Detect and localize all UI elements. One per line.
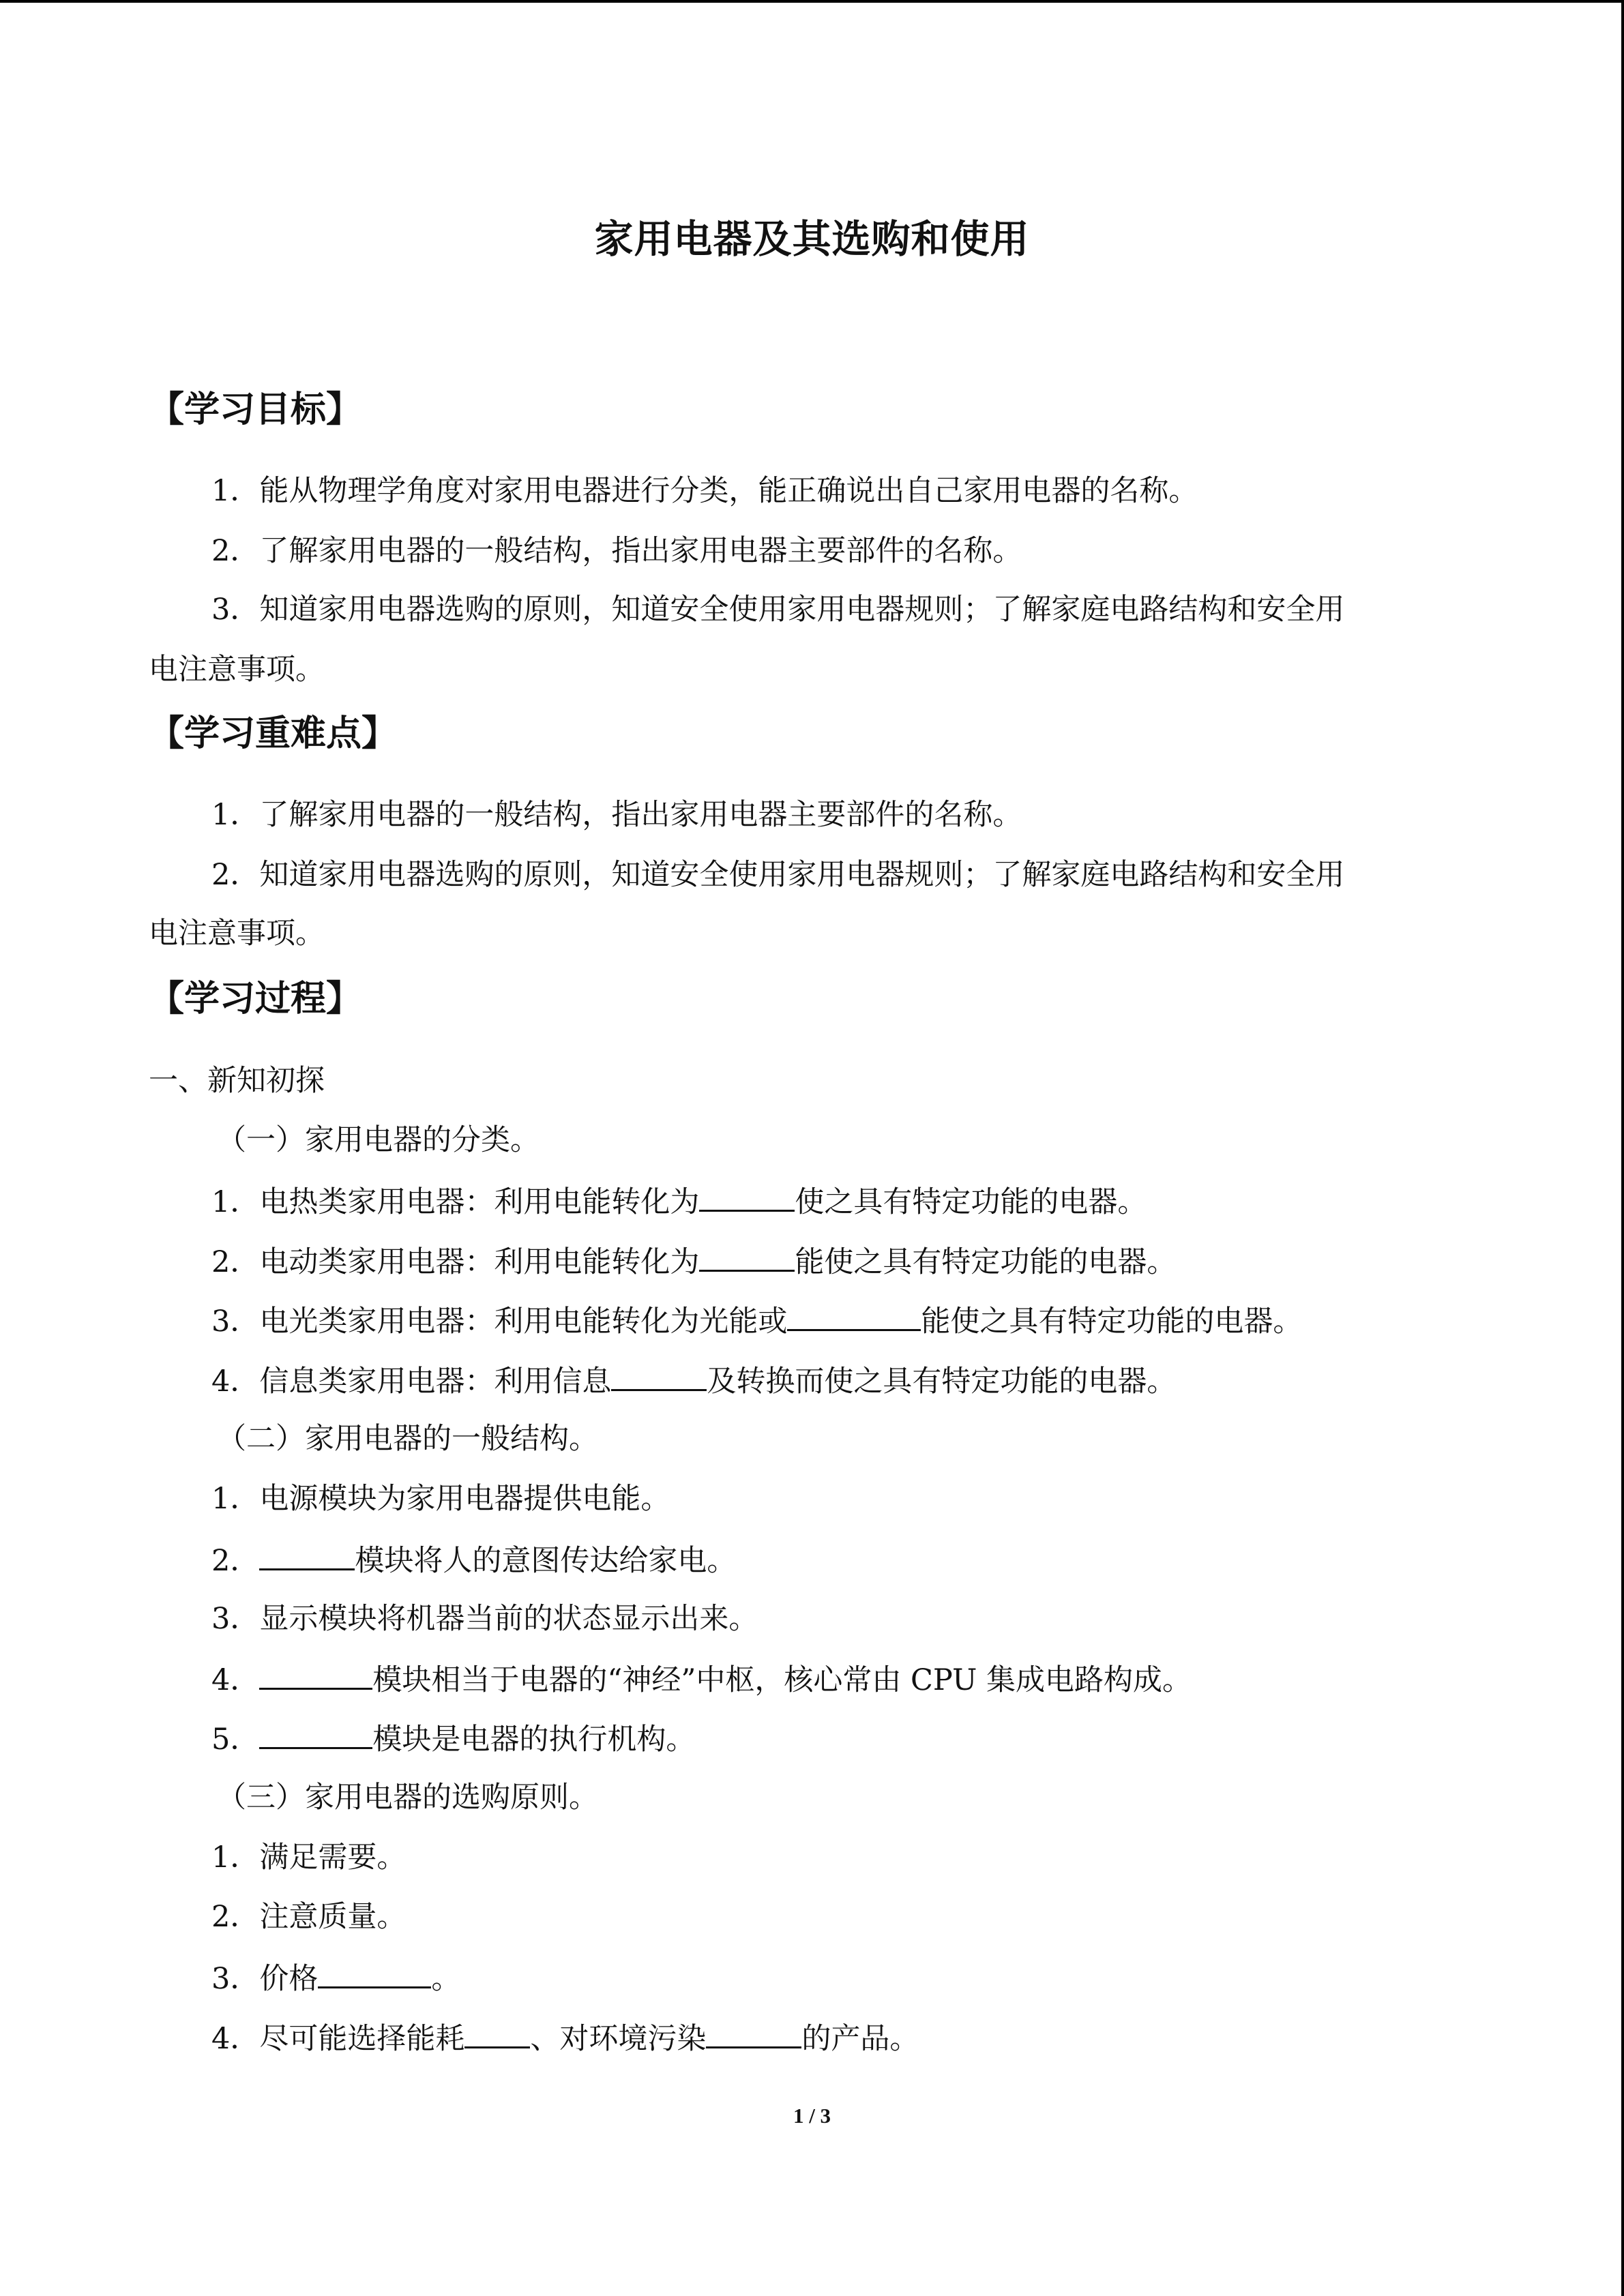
fill-blank[interactable] [259,1658,372,1690]
fill-blank[interactable] [699,1240,795,1272]
key-point-item-2: 2．知道家用电器选购的原则，知道安全使用家用电器规则；了解家庭电路结构和安全用 [211,858,1345,892]
structure-item-2: 2． 模块将人的意图传达给家电。 [211,1538,736,1581]
structure-item-1: 1．电源模块为家用电器提供电能。 [211,1482,670,1516]
structure-item-3: 3．显示模块将机器当前的状态显示出来。 [211,1602,758,1636]
fill-blank[interactable] [699,1180,795,1212]
structure-item-4: 4． 模块相当于电器的“神经”中枢，核心常由 CPU 集成电路构成。 [211,1658,1192,1701]
principle-item-4: 4．尽可能选择能耗 、对环境污染 的产品。 [211,2016,919,2059]
fill-blank[interactable] [259,1538,355,1570]
classification-item-3: 3．电光类家用电器：利用电能转化为光能或 能使之具有特定功能的电器。 [211,1299,1302,1342]
structure-item-5: 5． 模块是电器的执行机构。 [211,1717,695,1760]
section-heading-process: 【学习过程】 [149,979,362,1019]
classification-item-1: 1．电热类家用电器：利用电能转化为 使之具有特定功能的电器。 [211,1180,1147,1223]
fill-blank[interactable] [611,1359,707,1391]
goal-item-3-cont: 电注意事项。 [149,653,325,687]
subsection-title-2: （二）家用电器的一般结构。 [217,1422,598,1456]
fill-blank[interactable] [259,1717,372,1749]
page-number: 1 / 3 [793,2104,831,2128]
section-heading-goals: 【学习目标】 [149,389,362,430]
principle-item-3: 3．价格 。 [211,1956,460,1999]
part-title: 一、新知初探 [149,1064,325,1098]
goal-item-2: 2．了解家用电器的一般结构，指出家用电器主要部件的名称。 [211,534,1022,568]
key-point-item-1: 1．了解家用电器的一般结构，指出家用电器主要部件的名称。 [211,798,1022,832]
fill-blank[interactable] [464,2016,530,2048]
page-border-right [1621,0,1624,2296]
document-title: 家用电器及其选购和使用 [594,217,1030,262]
principle-item-1: 1．满足需要。 [211,1840,407,1875]
subsection-title-1: （一）家用电器的分类。 [217,1123,540,1157]
key-point-item-2-cont: 电注意事项。 [149,916,325,951]
subsection-title-3: （三）家用电器的选购原则。 [217,1780,598,1815]
fill-blank[interactable] [706,2016,801,2048]
fill-blank[interactable] [318,1956,431,1988]
principle-item-2: 2．注意质量。 [211,1900,407,1934]
fill-blank[interactable] [787,1299,921,1331]
section-heading-key-points: 【学习重难点】 [149,713,398,754]
goal-item-3: 3．知道家用电器选购的原则，知道安全使用家用电器规则；了解家庭电路结构和安全用 [211,593,1345,627]
goal-item-1: 1．能从物理学角度对家用电器进行分类，能正确说出自己家用电器的名称。 [211,474,1198,508]
classification-item-2: 2．电动类家用电器：利用电能转化为 能使之具有特定功能的电器。 [211,1240,1176,1283]
classification-item-4: 4．信息类家用电器：利用信息 及转换而使之具有特定功能的电器。 [211,1359,1176,1402]
page-border-top [0,0,1624,3]
